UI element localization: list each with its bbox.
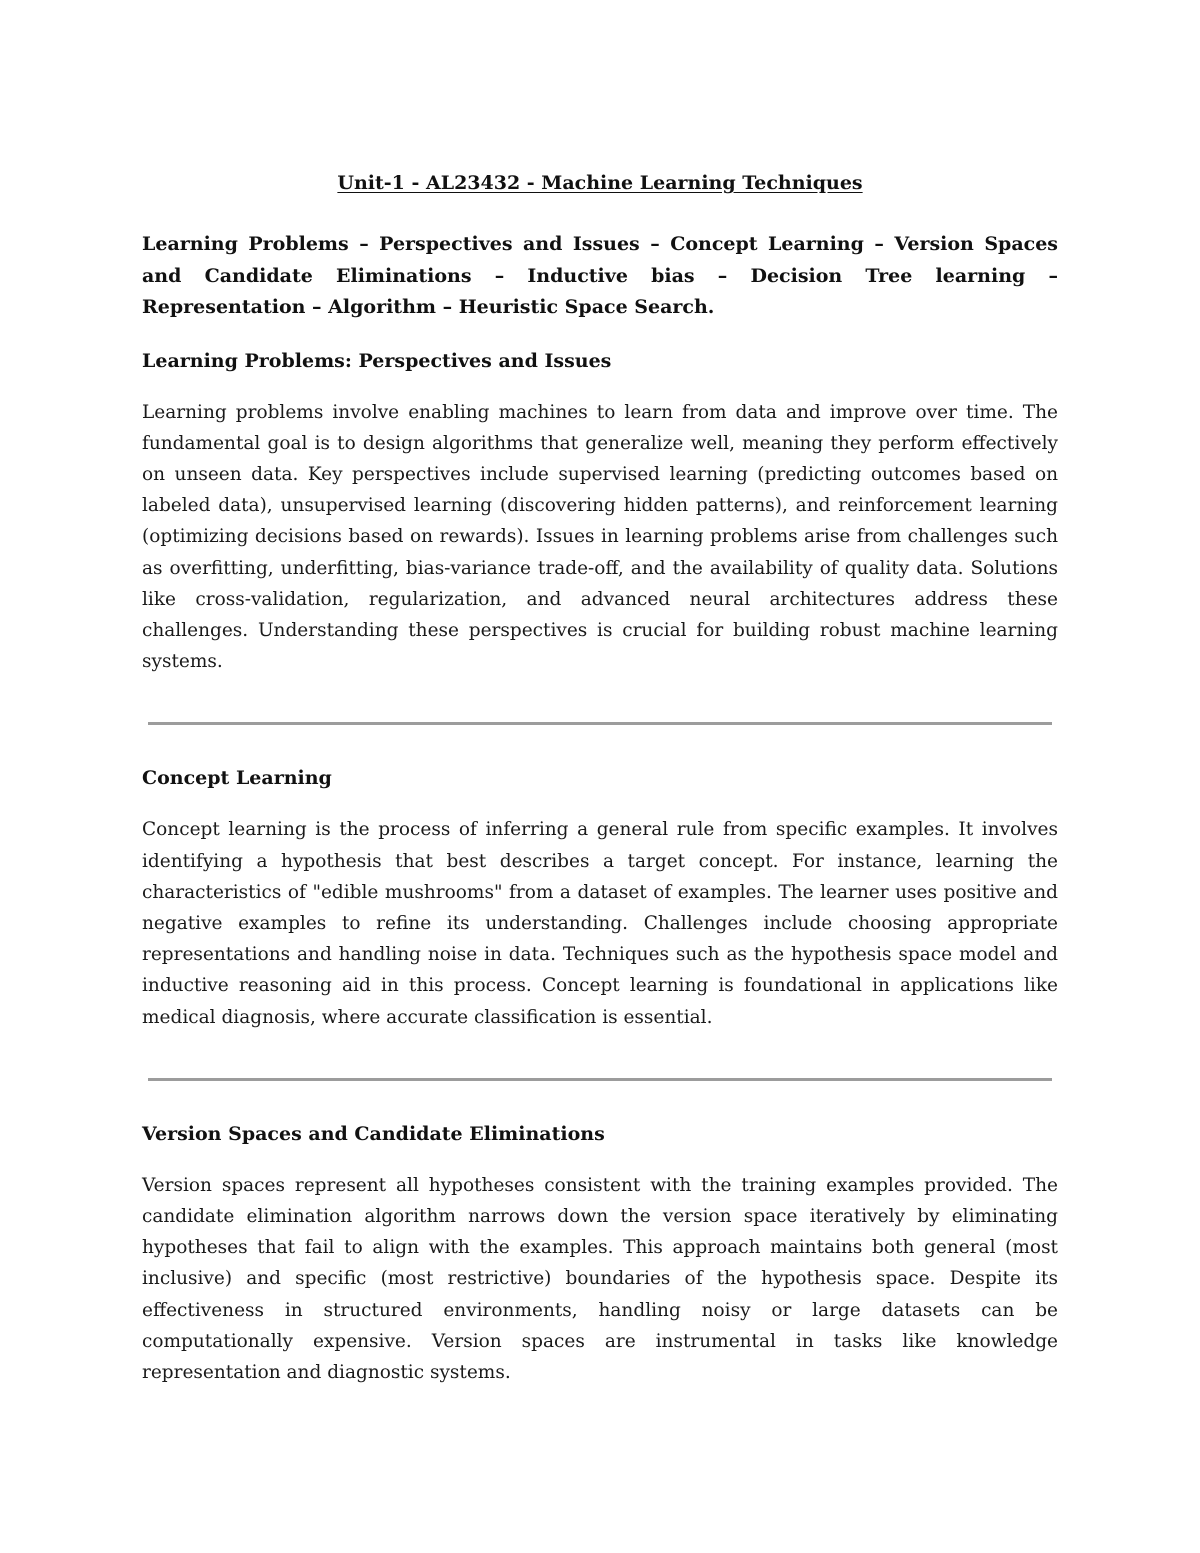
section-divider: [148, 722, 1052, 725]
section-body: Version spaces represent all hypotheses consistent with the training examples provided. The candidate elimination algorithm narrows down the version space iteratively by eliminating hypotheses that fail to align with the examples. This approach maintains both general (most inclusive) and specific (most restrictive) boundaries of the hypothesis space. Despite its effectiveness in structured environments, handling noisy or large datasets can be computationally expensive. Version spaces are instrumental in tasks like knowledge representation and diagnostic systems.: [142, 1174, 1058, 1383]
section-version-spaces: [142, 1119, 1058, 1388]
section-divider: [148, 1078, 1052, 1081]
section-body: Concept learning is the process of inferring a general rule from specific examples. It involves identifying a hypothesis that best describes a target concept. For instance, learning the characteristics of "edible mushrooms" from a dataset of examples. The learner uses positive and negative examples to refine its understanding. Challenges include choosing appropriate representations and handling noise in data. Techniques such as the hypothesis space model and inductive reasoning aid in this process. Concept learning is foundational in applications like medical diagnosis, where accurate classification is essential.: [142, 819, 1058, 1028]
section-heading: Concept Learning: [142, 767, 332, 790]
document-title: Unit-1 - AL23432 - Machine Learning Techniques: [337, 172, 863, 194]
document-page: [142, 168, 1058, 1388]
section-body: Learning problems involve enabling machines to learn from data and improve over time. The fundamental goal is to design algorithms that generalize well, meaning they perform effectively on unseen data. Key perspectives include supervised learning (predicting outcomes based on labeled data), unsupervised learning (discovering hidden patterns), and reinforcement learning (optimizing decisions based on rewards). Issues in learning problems arise from challenges such as overfitting, underfitting, bias-variance trade-off, and the availability of quality data. Solutions like cross-validation, regularization, and advanced neural architectures address these challenges. Understanding these perspectives is crucial for building robust machine learning systems.: [142, 401, 1058, 673]
syllabus-topics: Learning Problems – Perspectives and Issues – Concept Learning – Version Spaces and Candidate Eliminations – Inductive bias – Decision Tree learning – Representation – Algorithm – Heuristic Space Search.: [142, 233, 1058, 318]
section-heading: Version Spaces and Candidate Eliminations: [142, 1122, 605, 1145]
section-concept-learning: [142, 763, 1058, 1032]
section-heading: Learning Problems: Perspectives and Issues: [142, 349, 612, 372]
section-learning-problems: [142, 346, 1058, 678]
